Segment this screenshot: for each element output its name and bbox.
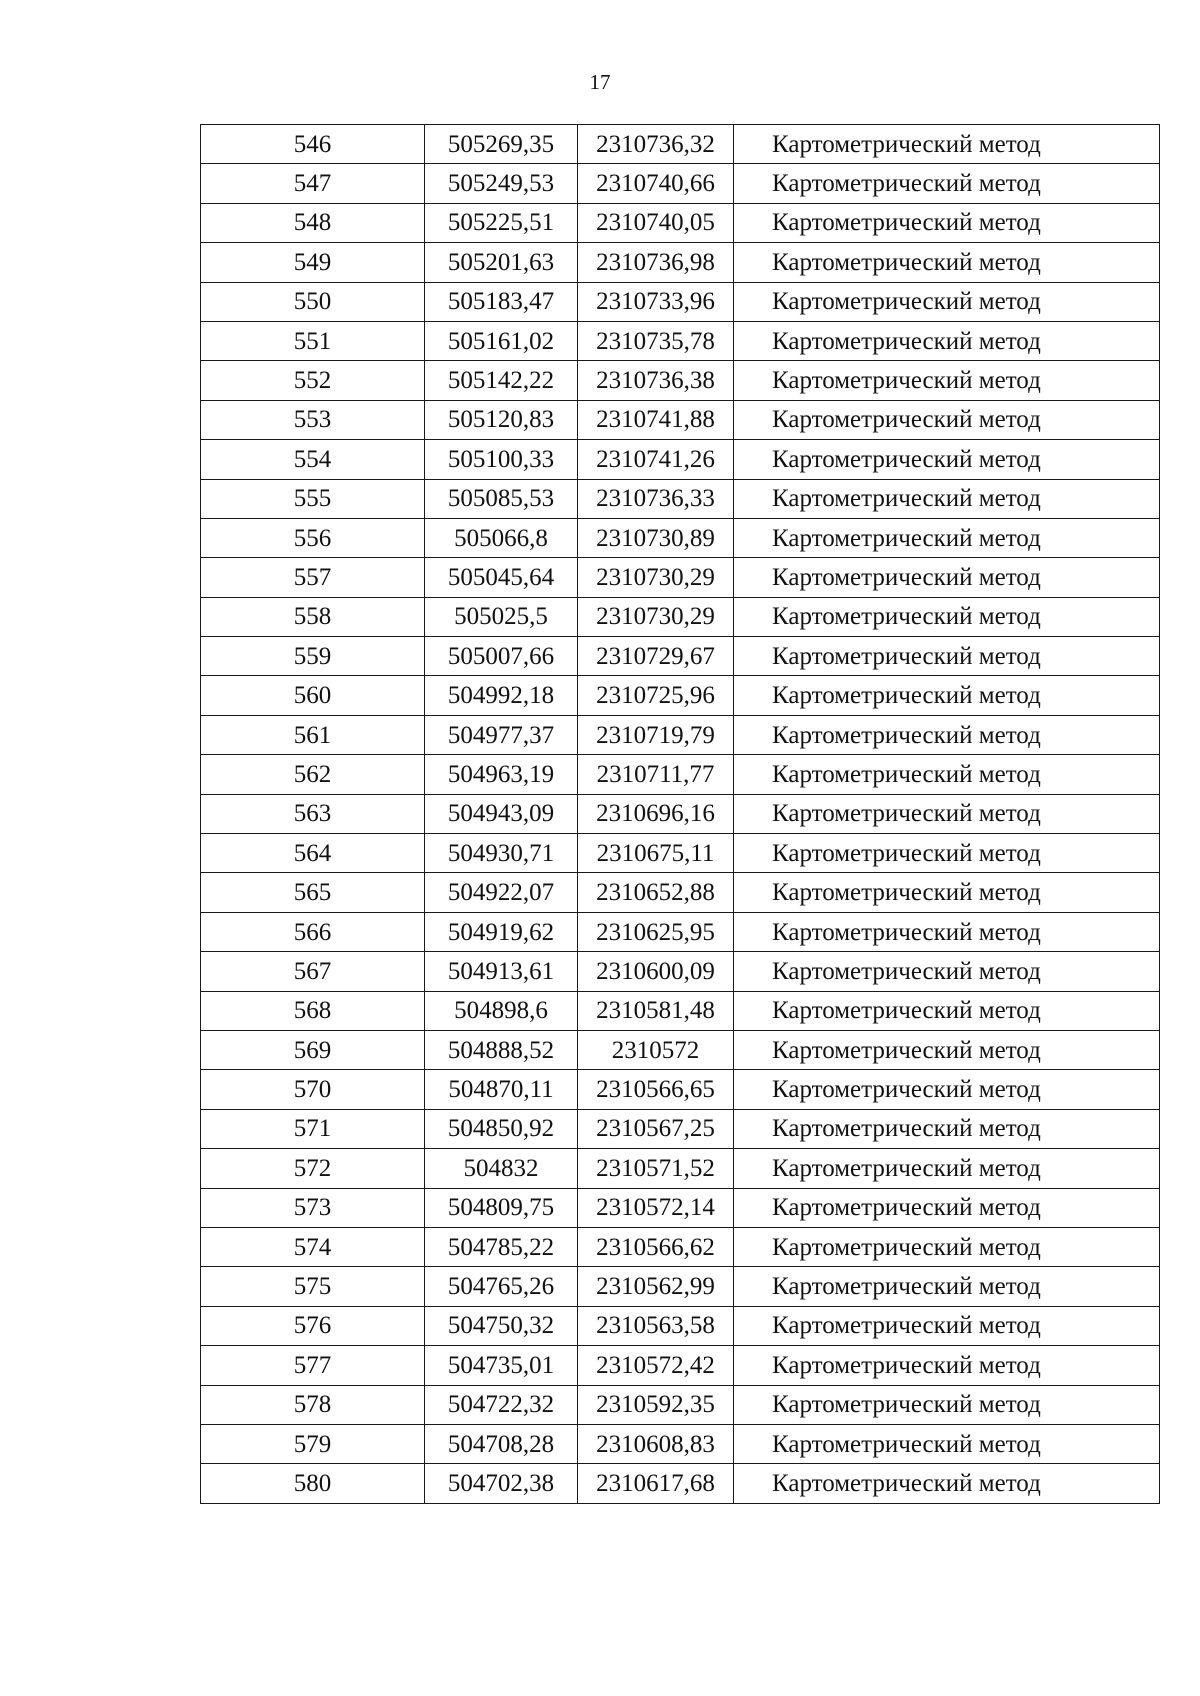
x-coordinate-cell: 505085,53 [425, 479, 578, 518]
y-coordinate-cell: 2310730,29 [578, 597, 734, 636]
method-cell: Картометрический метод [734, 400, 1160, 439]
y-coordinate-cell: 2310740,66 [578, 164, 734, 203]
method-cell: Картометрический метод [734, 715, 1160, 754]
table-row [201, 715, 1160, 754]
method-cell: Картометрический метод [734, 243, 1160, 282]
point-number-cell: 557 [201, 558, 425, 597]
table-row [201, 558, 1160, 597]
y-coordinate-cell: 2310608,83 [578, 1424, 734, 1463]
table-row [201, 164, 1160, 203]
x-coordinate-cell: 505201,63 [425, 243, 578, 282]
y-coordinate-cell: 2310740,05 [578, 203, 734, 242]
y-coordinate-cell: 2310581,48 [578, 991, 734, 1030]
y-coordinate-cell: 2310730,29 [578, 558, 734, 597]
point-number-cell: 561 [201, 715, 425, 754]
y-coordinate-cell: 2310567,25 [578, 1109, 734, 1148]
point-number-cell: 554 [201, 440, 425, 479]
point-number-cell: 546 [201, 125, 425, 164]
x-coordinate-cell: 504919,62 [425, 912, 578, 951]
table-row [201, 637, 1160, 676]
y-coordinate-cell: 2310571,52 [578, 1149, 734, 1188]
coordinates-table-body [201, 125, 1160, 1504]
point-number-cell: 565 [201, 873, 425, 912]
table-row [201, 1385, 1160, 1424]
x-coordinate-cell: 504850,92 [425, 1109, 578, 1148]
table-row [201, 1306, 1160, 1345]
table-row [201, 321, 1160, 360]
table-row [201, 1070, 1160, 1109]
method-cell: Картометрический метод [734, 440, 1160, 479]
y-coordinate-cell: 2310730,89 [578, 518, 734, 557]
point-number-cell: 570 [201, 1070, 425, 1109]
y-coordinate-cell: 2310592,35 [578, 1385, 734, 1424]
point-number-cell: 574 [201, 1227, 425, 1266]
x-coordinate-cell: 505249,53 [425, 164, 578, 203]
method-cell: Картометрический метод [734, 1070, 1160, 1109]
y-coordinate-cell: 2310562,99 [578, 1267, 734, 1306]
y-coordinate-cell: 2310625,95 [578, 912, 734, 951]
table-row [201, 125, 1160, 164]
y-coordinate-cell: 2310729,67 [578, 637, 734, 676]
y-coordinate-cell: 2310652,88 [578, 873, 734, 912]
table-row [201, 1188, 1160, 1227]
table-row [201, 676, 1160, 715]
x-coordinate-cell: 504913,61 [425, 952, 578, 991]
method-cell: Картометрический метод [734, 1424, 1160, 1463]
table-row [201, 597, 1160, 636]
method-cell: Картометрический метод [734, 1464, 1160, 1503]
x-coordinate-cell: 504992,18 [425, 676, 578, 715]
y-coordinate-cell: 2310736,33 [578, 479, 734, 518]
x-coordinate-cell: 505045,64 [425, 558, 578, 597]
table-row [201, 873, 1160, 912]
point-number-cell: 573 [201, 1188, 425, 1227]
method-cell: Картометрический метод [734, 558, 1160, 597]
method-cell: Картометрический метод [734, 1306, 1160, 1345]
y-coordinate-cell: 2310566,62 [578, 1227, 734, 1266]
x-coordinate-cell: 504785,22 [425, 1227, 578, 1266]
x-coordinate-cell: 504722,32 [425, 1385, 578, 1424]
x-coordinate-cell: 505142,22 [425, 361, 578, 400]
point-number-cell: 558 [201, 597, 425, 636]
table-row [201, 834, 1160, 873]
method-cell: Картометрический метод [734, 755, 1160, 794]
y-coordinate-cell: 2310617,68 [578, 1464, 734, 1503]
y-coordinate-cell: 2310563,58 [578, 1306, 734, 1345]
table-row [201, 1109, 1160, 1148]
y-coordinate-cell: 2310736,32 [578, 125, 734, 164]
method-cell: Картометрический метод [734, 203, 1160, 242]
table-row [201, 912, 1160, 951]
method-cell: Картометрический метод [734, 873, 1160, 912]
point-number-cell: 555 [201, 479, 425, 518]
point-number-cell: 564 [201, 834, 425, 873]
method-cell: Картометрический метод [734, 125, 1160, 164]
point-number-cell: 560 [201, 676, 425, 715]
point-number-cell: 578 [201, 1385, 425, 1424]
x-coordinate-cell: 505269,35 [425, 125, 578, 164]
table-row [201, 952, 1160, 991]
point-number-cell: 580 [201, 1464, 425, 1503]
point-number-cell: 571 [201, 1109, 425, 1148]
y-coordinate-cell: 2310733,96 [578, 282, 734, 321]
point-number-cell: 577 [201, 1346, 425, 1385]
x-coordinate-cell: 504809,75 [425, 1188, 578, 1227]
method-cell: Картометрический метод [734, 1267, 1160, 1306]
table-row [201, 203, 1160, 242]
point-number-cell: 552 [201, 361, 425, 400]
x-coordinate-cell: 504977,37 [425, 715, 578, 754]
coordinates-table [200, 124, 1160, 1504]
y-coordinate-cell: 2310741,26 [578, 440, 734, 479]
x-coordinate-cell: 504702,38 [425, 1464, 578, 1503]
point-number-cell: 569 [201, 1030, 425, 1069]
point-number-cell: 549 [201, 243, 425, 282]
table-row [201, 1267, 1160, 1306]
point-number-cell: 550 [201, 282, 425, 321]
x-coordinate-cell: 505025,5 [425, 597, 578, 636]
point-number-cell: 567 [201, 952, 425, 991]
point-number-cell: 572 [201, 1149, 425, 1188]
x-coordinate-cell: 504765,26 [425, 1267, 578, 1306]
method-cell: Картометрический метод [734, 1188, 1160, 1227]
point-number-cell: 559 [201, 637, 425, 676]
table-row [201, 518, 1160, 557]
method-cell: Картометрический метод [734, 1385, 1160, 1424]
table-row [201, 755, 1160, 794]
table-row [201, 361, 1160, 400]
method-cell: Картометрический метод [734, 164, 1160, 203]
x-coordinate-cell: 504750,32 [425, 1306, 578, 1345]
point-number-cell: 556 [201, 518, 425, 557]
x-coordinate-cell: 505066,8 [425, 518, 578, 557]
point-number-cell: 566 [201, 912, 425, 951]
method-cell: Картометрический метод [734, 282, 1160, 321]
x-coordinate-cell: 504898,6 [425, 991, 578, 1030]
y-coordinate-cell: 2310725,96 [578, 676, 734, 715]
table-row [201, 1149, 1160, 1188]
method-cell: Картометрический метод [734, 1030, 1160, 1069]
method-cell: Картометрический метод [734, 912, 1160, 951]
method-cell: Картометрический метод [734, 518, 1160, 557]
x-coordinate-cell: 504735,01 [425, 1346, 578, 1385]
table-row [201, 794, 1160, 833]
table-row [201, 282, 1160, 321]
method-cell: Картометрический метод [734, 794, 1160, 833]
method-cell: Картометрический метод [734, 321, 1160, 360]
method-cell: Картометрический метод [734, 1346, 1160, 1385]
table-row [201, 1030, 1160, 1069]
table-row [201, 479, 1160, 518]
table-row [201, 1227, 1160, 1266]
x-coordinate-cell: 505007,66 [425, 637, 578, 676]
y-coordinate-cell: 2310719,79 [578, 715, 734, 754]
method-cell: Картометрический метод [734, 952, 1160, 991]
method-cell: Картометрический метод [734, 1109, 1160, 1148]
x-coordinate-cell: 504832 [425, 1149, 578, 1188]
x-coordinate-cell: 504963,19 [425, 755, 578, 794]
point-number-cell: 568 [201, 991, 425, 1030]
y-coordinate-cell: 2310696,16 [578, 794, 734, 833]
method-cell: Картометрический метод [734, 1227, 1160, 1266]
point-number-cell: 548 [201, 203, 425, 242]
x-coordinate-cell: 504930,71 [425, 834, 578, 873]
y-coordinate-cell: 2310572,42 [578, 1346, 734, 1385]
point-number-cell: 575 [201, 1267, 425, 1306]
x-coordinate-cell: 504888,52 [425, 1030, 578, 1069]
method-cell: Картометрический метод [734, 834, 1160, 873]
y-coordinate-cell: 2310572,14 [578, 1188, 734, 1227]
method-cell: Картометрический метод [734, 637, 1160, 676]
table-row [201, 1346, 1160, 1385]
x-coordinate-cell: 504870,11 [425, 1070, 578, 1109]
y-coordinate-cell: 2310735,78 [578, 321, 734, 360]
x-coordinate-cell: 505120,83 [425, 400, 578, 439]
table-row [201, 1424, 1160, 1463]
table-row [201, 1464, 1160, 1503]
method-cell: Картометрический метод [734, 1149, 1160, 1188]
y-coordinate-cell: 2310675,11 [578, 834, 734, 873]
y-coordinate-cell: 2310736,98 [578, 243, 734, 282]
page-number: 17 [589, 70, 611, 94]
y-coordinate-cell: 2310711,77 [578, 755, 734, 794]
point-number-cell: 551 [201, 321, 425, 360]
method-cell: Картометрический метод [734, 361, 1160, 400]
table-row [201, 991, 1160, 1030]
x-coordinate-cell: 505100,33 [425, 440, 578, 479]
method-cell: Картометрический метод [734, 676, 1160, 715]
point-number-cell: 563 [201, 794, 425, 833]
x-coordinate-cell: 505183,47 [425, 282, 578, 321]
method-cell: Картометрический метод [734, 991, 1160, 1030]
x-coordinate-cell: 504708,28 [425, 1424, 578, 1463]
table-row [201, 440, 1160, 479]
x-coordinate-cell: 504943,09 [425, 794, 578, 833]
method-cell: Картометрический метод [734, 597, 1160, 636]
x-coordinate-cell: 504922,07 [425, 873, 578, 912]
y-coordinate-cell: 2310566,65 [578, 1070, 734, 1109]
y-coordinate-cell: 2310572 [578, 1030, 734, 1069]
y-coordinate-cell: 2310600,09 [578, 952, 734, 991]
point-number-cell: 579 [201, 1424, 425, 1463]
y-coordinate-cell: 2310736,38 [578, 361, 734, 400]
method-cell: Картометрический метод [734, 479, 1160, 518]
table-row [201, 400, 1160, 439]
point-number-cell: 576 [201, 1306, 425, 1345]
y-coordinate-cell: 2310741,88 [578, 400, 734, 439]
point-number-cell: 562 [201, 755, 425, 794]
x-coordinate-cell: 505161,02 [425, 321, 578, 360]
table-row [201, 243, 1160, 282]
point-number-cell: 547 [201, 164, 425, 203]
point-number-cell: 553 [201, 400, 425, 439]
x-coordinate-cell: 505225,51 [425, 203, 578, 242]
